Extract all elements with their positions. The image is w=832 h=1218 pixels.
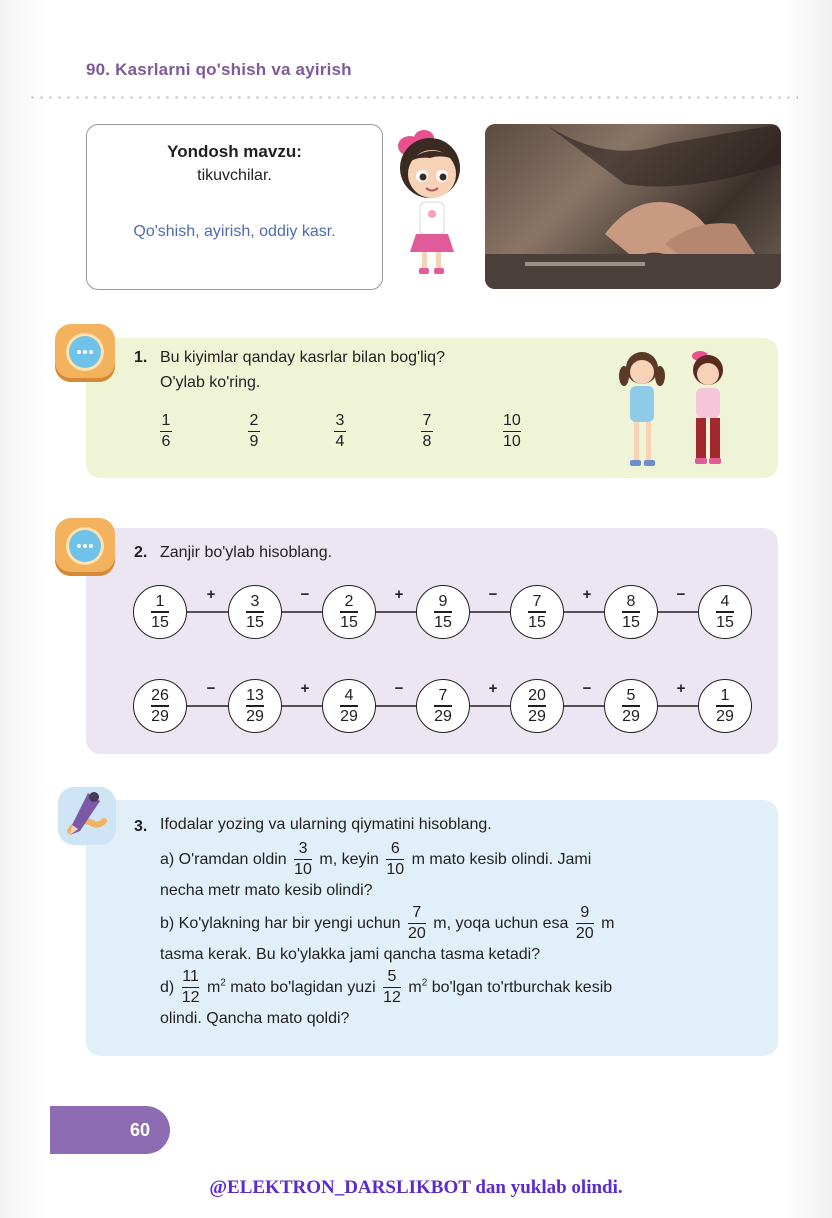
related-topic-card	[86, 124, 383, 290]
pencil-writing-icon	[58, 787, 116, 845]
task-1-question: Bu kiyimlar qanday kasrlar bilan bog'liq?	[160, 349, 445, 366]
chain-1-operator: +	[582, 586, 592, 603]
chain-row-1	[130, 581, 760, 643]
chain-2-circle: $\frac{1}{29}$	[698, 679, 752, 733]
download-footer: @ELEKTRON_DARSLIKBOT dan yuklab olindi.	[209, 1177, 623, 1198]
task-3-number: 3.	[134, 818, 148, 835]
related-topic-heading: Yondosh mavzu:	[167, 142, 302, 161]
chain-2-circle: $\frac{20}{29}$	[510, 679, 564, 733]
two-girls-illustration	[610, 346, 740, 474]
chain-1-operator: +	[206, 586, 216, 603]
task-3a-line1: a) O'ramdan oldin $\frac{3}{10}$ m, keyin $\frac{6}{10}$ m mato kesib olindi. Jami	[160, 840, 592, 879]
task-3d-line2: olindi. Qancha mato qoldi?	[160, 1010, 350, 1027]
fraction-7-8: $\frac{7}{8}$	[422, 412, 432, 451]
chain-1-operator: −	[676, 586, 686, 603]
chain-1-operator: −	[488, 586, 498, 603]
tailoring-photo	[485, 124, 781, 289]
chain-2-circle: $\frac{26}{29}$	[133, 679, 187, 733]
chain-1-circle: $\frac{3}{15}$	[228, 585, 282, 639]
chain-1-circle: $\frac{7}{15}$	[510, 585, 564, 639]
chain-2-operator: −	[582, 680, 592, 697]
page-number: 60	[129, 1120, 150, 1140]
task-3b-line1: b) Ko'ylakning har bir yengi uchun $\frac{7}{20}$ m, yoqa uchun esa $\frac{9}{20}$ m	[160, 904, 615, 943]
chain-2-circle: $\frac{4}{29}$	[322, 679, 376, 733]
chain-1-circle: $\frac{2}{15}$	[322, 585, 376, 639]
chain-2-operator: +	[300, 680, 310, 697]
topic-keywords: Qo'shish, ayirish, oddiy kasr.	[133, 223, 336, 240]
task-3-intro: Ifodalar yozing va ularning qiymatini hisoblang.	[160, 816, 492, 833]
task-1-question-line2: O'ylab ko'ring.	[160, 374, 261, 391]
speech-bubble-icon	[55, 324, 115, 382]
chain-2-circle: $\frac{5}{29}$	[604, 679, 658, 733]
chain-row-2	[130, 675, 760, 737]
chain-1-circle: $\frac{9}{15}$	[416, 585, 470, 639]
page-number-tab	[50, 1106, 170, 1154]
speech-bubble-icon	[55, 518, 115, 576]
chain-2-circle: $\frac{7}{29}$	[416, 679, 470, 733]
fraction-1-6: $\frac{1}{6}$	[161, 412, 171, 451]
task-3b-line2: tasma kerak. Bu ko'ylakka jami qancha tasma ketadi?	[160, 946, 541, 963]
chain-2-operator: +	[676, 680, 686, 697]
chain-1-circle: $\frac{8}{15}$	[604, 585, 658, 639]
chain-2-circle: $\frac{13}{29}$	[228, 679, 282, 733]
dotted-divider	[28, 96, 798, 99]
chain-1-circle: $\frac{4}{15}$	[698, 585, 752, 639]
chain-1-operator: −	[300, 586, 310, 603]
task-3a-line2: necha metr mato kesib olindi?	[160, 882, 373, 899]
chain-2-operator: −	[206, 680, 216, 697]
fraction-2-9: $\frac{2}{9}$	[249, 412, 259, 451]
chain-1-operator: +	[394, 586, 404, 603]
task-1-number: 1.	[134, 349, 148, 366]
chain-2-operator: +	[488, 680, 498, 697]
chain-1-circle: $\frac{1}{15}$	[133, 585, 187, 639]
task-3d-line1: d) $\frac{11}{12}$ $m^2$ mato bo'lagidan yuzi $\frac{5}{12}$ $m^2$ bo'lgan to'rtburchak kesib	[160, 968, 613, 1007]
fraction-10-10: $\frac{10}{10}$	[503, 412, 521, 451]
girl-illustration	[386, 120, 476, 282]
task-2-number: 2.	[134, 544, 148, 561]
task-2-instruction: Zanjir bo'ylab hisoblang.	[160, 544, 333, 561]
chain-2-operator: −	[394, 680, 404, 697]
lesson-title: 90. Kasrlarni qo'shish va ayirish	[86, 60, 352, 79]
fraction-3-4: $\frac{3}{4}$	[335, 412, 345, 451]
related-topic-name: tikuvchilar.	[197, 167, 272, 184]
